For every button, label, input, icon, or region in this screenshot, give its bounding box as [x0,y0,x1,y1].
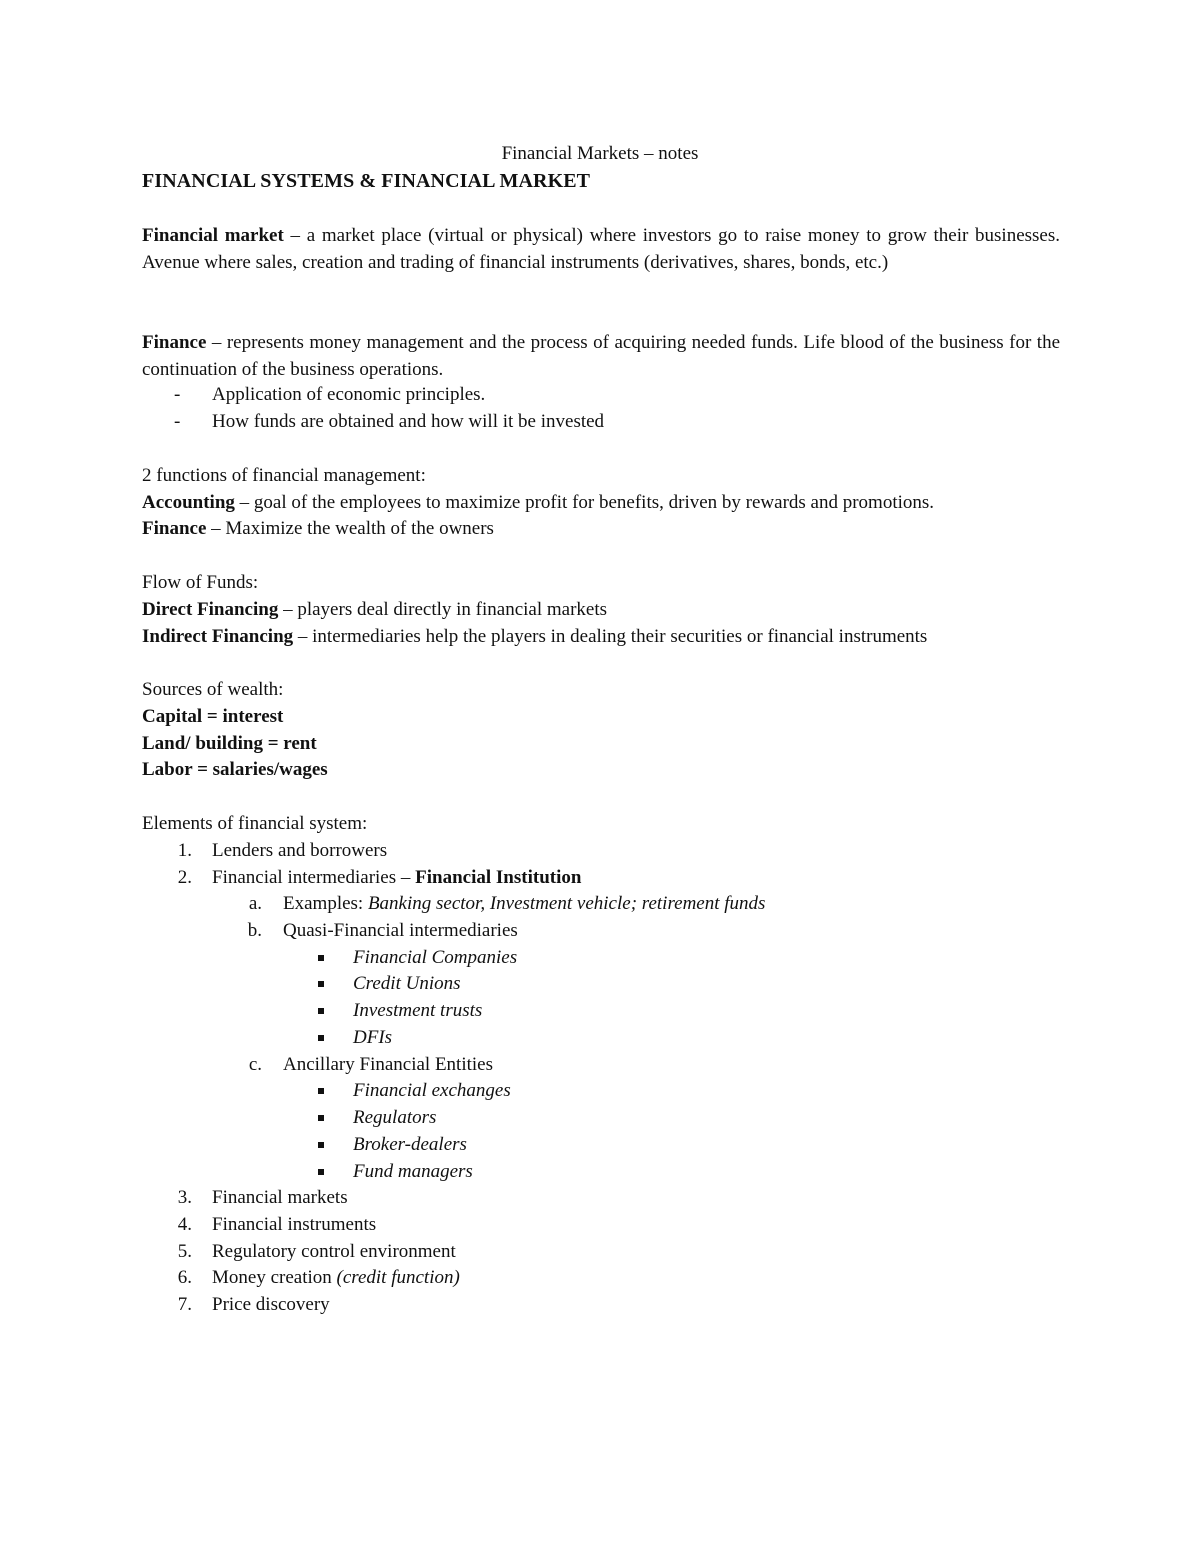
finance-function-line [142,516,494,542]
intermediaries-text: Financial intermediaries – [212,867,416,888]
square-bullet-icon [318,1035,324,1041]
list-item-text: Financial markets [212,1187,348,1208]
sub-list-letter: c. [248,1054,262,1075]
bullet-item [0,971,1200,997]
flow-of-funds-intro: Flow of Funds: [142,572,259,593]
sub-list-letter: b. [247,920,262,941]
direct-financing-term: Direct Financing [142,599,279,620]
finance-bullet-text: Application of economic principles. [212,384,486,405]
square-bullet-icon [318,1088,324,1094]
elements-list-item [0,865,1200,891]
bullet-item [0,1159,1200,1185]
sub-list-text: Quasi-Financial intermediaries [283,920,518,941]
list-item-text [212,865,581,891]
list-number: 5. [177,1241,192,1262]
bullet-text: Investment trusts [353,1000,483,1021]
finance-bullet [0,409,1200,435]
accounting-term: Accounting [142,492,235,513]
direct-financing-text: – players deal directly in financial markets [278,599,608,620]
square-bullet-icon [318,981,324,987]
sub-list-letter: a. [248,893,262,914]
bullet-text: Regulators [353,1107,437,1128]
dash-marker: - [174,411,181,432]
list-item-text: Regulatory control environment [212,1241,456,1262]
sub-list-text [283,891,765,917]
finance-function-text: – Maximize the wealth of the owners [206,518,494,539]
list-item-text: Financial instruments [212,1214,377,1235]
document-title: Financial Markets – notes [501,143,699,164]
square-bullet-icon [318,1008,324,1014]
finance-paragraph [142,329,1060,383]
list-number: 3. [177,1187,192,1208]
list-number: 1. [177,840,192,861]
functions-intro: 2 functions of financial management: [142,465,426,486]
dash-marker: - [174,384,181,405]
elements-list-item [0,1239,1200,1265]
financial-market-definition: – a market place (virtual or physical) where investors go to raise money to grow their businesses. Avenue where sales, creation and trading of financial instruments (derivatives, shares, bonds, etc.) [142,225,1060,273]
bullet-item [0,1025,1200,1051]
financial-institution-label: Financial Institution [415,867,582,888]
finance-definition: – represents money management and the process of acquiring needed funds. Life blood of the business for the continuation of the business operations. [142,332,1060,380]
examples-list: Banking sector, Investment vehicle; retirement funds [367,893,766,914]
accounting-text: – goal of the employees to maximize profit for benefits, driven by rewards and promotions. [234,492,935,513]
direct-financing-line [142,597,607,623]
accounting-line [142,490,934,516]
sub-list-item [0,891,1200,917]
money-creation-text: Money creation [212,1267,337,1288]
bullet-text: Financial Companies [353,947,518,968]
list-number: 7. [177,1294,192,1315]
list-item-text [212,1265,460,1291]
indirect-financing-line [142,624,927,650]
list-number: 6. [177,1267,192,1288]
square-bullet-icon [318,1115,324,1121]
examples-label: Examples: [283,893,368,914]
section-heading: FINANCIAL SYSTEMS & FINANCIAL MARKET [142,170,591,192]
elements-list-item [0,1212,1200,1238]
wealth-source-item: Capital = interest [142,706,284,727]
sub-list-text: Ancillary Financial Entities [283,1054,494,1075]
financial-market-term: Financial market [142,225,284,246]
list-item-text: Lenders and borrowers [212,840,388,861]
wealth-source-item: Land/ building = rent [142,733,317,754]
financial-market-paragraph [142,222,1060,276]
bullet-text: Fund managers [353,1161,473,1182]
bullet-text: Financial exchanges [353,1080,511,1101]
elements-intro: Elements of financial system: [142,813,368,834]
square-bullet-icon [318,955,324,961]
elements-list-item [0,838,1200,864]
elements-list-item [0,1292,1200,1318]
bullet-item [0,1078,1200,1104]
bullet-text: Broker-dealers [353,1134,467,1155]
bullet-text: DFIs [353,1027,393,1048]
finance-bullet [0,382,1200,408]
finance-term: Finance [142,332,207,353]
list-number: 2. [177,867,192,888]
bullet-item [0,1105,1200,1131]
list-number: 4. [177,1214,192,1235]
square-bullet-icon [318,1142,324,1148]
indirect-financing-text: – intermediaries help the players in dealing their securities or financial instruments [293,626,928,647]
sources-of-wealth-intro: Sources of wealth: [142,679,284,700]
elements-list-item [0,1265,1200,1291]
list-item-text: Price discovery [212,1294,330,1315]
bullet-text: Credit Unions [353,973,461,994]
bullet-item [0,1132,1200,1158]
finance-bullet-text: How funds are obtained and how will it be invested [212,411,605,432]
bullet-item [0,945,1200,971]
elements-list-item [0,1185,1200,1211]
credit-function-note: (credit function) [336,1267,460,1288]
sub-list-item [0,1052,1200,1078]
square-bullet-icon [318,1169,324,1175]
sub-list-item [0,918,1200,944]
indirect-financing-term: Indirect Financing [142,626,294,647]
wealth-source-item: Labor = salaries/wages [142,759,328,780]
finance-function-term: Finance [142,518,207,539]
bullet-item [0,998,1200,1024]
